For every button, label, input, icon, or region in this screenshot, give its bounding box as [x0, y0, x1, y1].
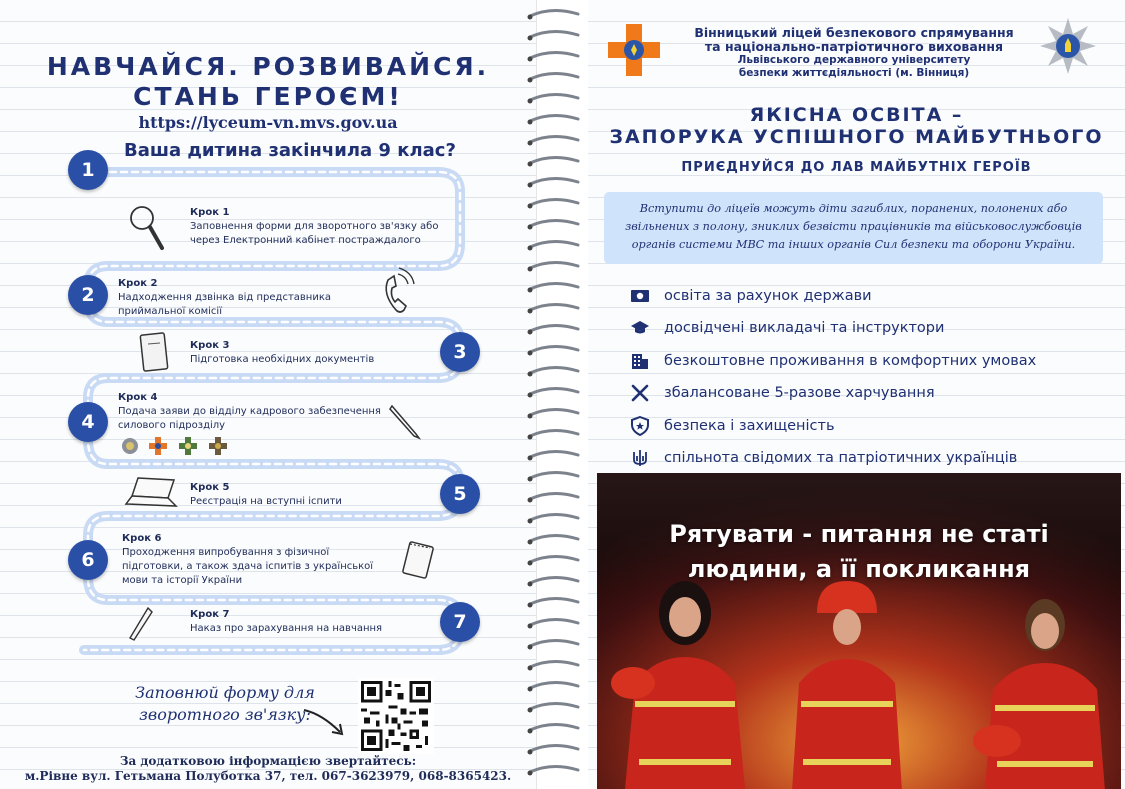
- eligibility-text: Вступити до ліцеїв можуть діти загиблих, поранених, полонених або звільнених з полону, зниклих безвісти працівників та військовослужбовців органів системи МВС та інших органів Сил безпеки та оборони України.: [625, 202, 1082, 251]
- eligibility-box: [604, 192, 1103, 264]
- slogan-line-2: людини, а її покликання: [687, 555, 1031, 583]
- step-4-text: Подача заяви до відділу кадрового забезпечення силового підрозділу: [118, 406, 381, 431]
- step-1: [190, 206, 445, 248]
- border-emblem-icon: [209, 437, 227, 455]
- join-cta: ПРИЄДНУЙСЯ ДО ЛАВ МАЙБУТНІХ ГЕРОЇВ: [681, 160, 1032, 175]
- contact-address: м.Рівне вул. Гетьмана Полуботка 37, тел. 067-3623979, 068-8365423.: [24, 769, 512, 783]
- headline-line-1: ЯКІСНА ОСВІТА –: [749, 104, 964, 126]
- step-6-title: Крок 6: [122, 533, 162, 544]
- step-6-text: Проходження випробування з фізичної підготовки, а також здача іспитів з української мови та історії України: [122, 547, 374, 586]
- step-1-title: Крок 1: [190, 207, 230, 218]
- trident-icon: [630, 448, 650, 468]
- institution-line-2: та національно-патріотичного виховання: [704, 39, 1004, 54]
- website-link[interactable]: https://lyceum-vn.mvs.gov.ua: [138, 113, 398, 132]
- feature-text: спільнота свідомих та патріотичних українців: [664, 450, 1018, 466]
- step-1-text: Заповнення форми для зворотного зв'язку або через Електронний кабінет постраждалого: [190, 221, 439, 246]
- feature-item: [630, 316, 1090, 340]
- fork-knife-icon: [630, 383, 650, 403]
- feedback-form-cta: Заповнюй форму для зворотного зв'язку:: [135, 683, 315, 724]
- feature-text: досвідчені викладачі та інструктори: [664, 320, 945, 336]
- arrow-icon: [300, 706, 352, 740]
- step-4-number: 4: [68, 402, 108, 442]
- laptop-icon: [124, 474, 182, 510]
- magnifier-icon: [126, 202, 166, 252]
- feature-text: збалансоване 5-разове харчування: [664, 385, 935, 401]
- step-5-text: Реєстрація на вступні іспити: [190, 496, 342, 507]
- step-7-number: 7: [440, 602, 480, 642]
- building-icon: [630, 351, 650, 371]
- police-emblem-icon: [122, 438, 138, 454]
- phone-icon: [380, 266, 416, 318]
- institution-line-1: Вінницький ліцей безпекового спрямування: [694, 25, 1014, 40]
- headline-line-2: ЗАПОРУКА УСПІШНОГО МАЙБУТНЬОГО: [609, 126, 1104, 148]
- feature-item: [630, 349, 1090, 373]
- feature-text: безпека і захищеність: [664, 418, 835, 434]
- slogan-line-1: Рятувати - питання не статі: [669, 520, 1049, 548]
- feature-item: [630, 381, 1090, 405]
- step-2-title: Крок 2: [118, 278, 158, 289]
- step-3-text: Підготовка необхідних документів: [190, 354, 375, 365]
- institution-line-4: безпеки життєдіяльності (м. Вінниця): [738, 67, 970, 79]
- money-icon: [630, 286, 650, 306]
- spiral-binding: [522, 0, 592, 789]
- step-4: [118, 391, 388, 433]
- step-3-title: Крок 3: [190, 340, 230, 351]
- step-2-text: Надходження дзвінка від представника приймальної комісії: [118, 292, 331, 317]
- step-5-number: 5: [440, 474, 480, 514]
- step-3-number: 3: [440, 332, 480, 372]
- title-line-1: НАВЧАЙСЯ. РОЗВИВАЙСЯ.: [46, 52, 490, 81]
- institution-line-3: Львівського державного університету: [737, 54, 971, 66]
- shield-icon: [630, 416, 650, 436]
- rescue-service-emblem-icon: [606, 22, 662, 78]
- feature-text: освіта за рахунок держави: [664, 288, 872, 304]
- step-2-number: 2: [68, 275, 108, 315]
- rescue-emblem-icon: [149, 437, 167, 455]
- title-line-2: СТАНЬ ГЕРОЄМ!: [133, 82, 403, 111]
- step-4-title: Крок 4: [118, 392, 158, 403]
- left-page: [0, 0, 537, 789]
- qr-code[interactable]: [358, 678, 434, 754]
- question-heading: Ваша дитина закінчила 9 клас?: [124, 140, 456, 161]
- document-icon: [138, 330, 172, 376]
- step-7: [190, 608, 420, 636]
- service-emblems: [120, 434, 230, 458]
- step-7-text: Наказ про зарахування на навчання: [190, 623, 383, 634]
- contact-label: За додатковою інформацією звертайтесь:: [119, 754, 417, 768]
- university-name: [674, 54, 1034, 80]
- step-5: [190, 481, 420, 509]
- feature-text: безкоштовне проживання в комфортних умовах: [664, 353, 1037, 369]
- step-2: [118, 277, 358, 319]
- pen-icon: [126, 604, 156, 644]
- step-7-title: Крок 7: [190, 609, 230, 620]
- step-6: [122, 532, 392, 588]
- step-1-number: 1: [68, 150, 108, 190]
- feature-item: [630, 284, 1090, 308]
- pencil-icon: [388, 402, 422, 440]
- graduation-cap-icon: [630, 318, 650, 338]
- feature-item: [630, 414, 1090, 438]
- step-3: [190, 339, 420, 367]
- step-6-number: 6: [68, 540, 108, 580]
- institution-name: [674, 26, 1034, 54]
- feature-item: [630, 446, 1090, 470]
- step-5-title: Крок 5: [190, 482, 230, 493]
- university-emblem-icon: [1038, 16, 1098, 76]
- guard-emblem-icon: [179, 437, 197, 455]
- notepad-icon: [400, 536, 440, 584]
